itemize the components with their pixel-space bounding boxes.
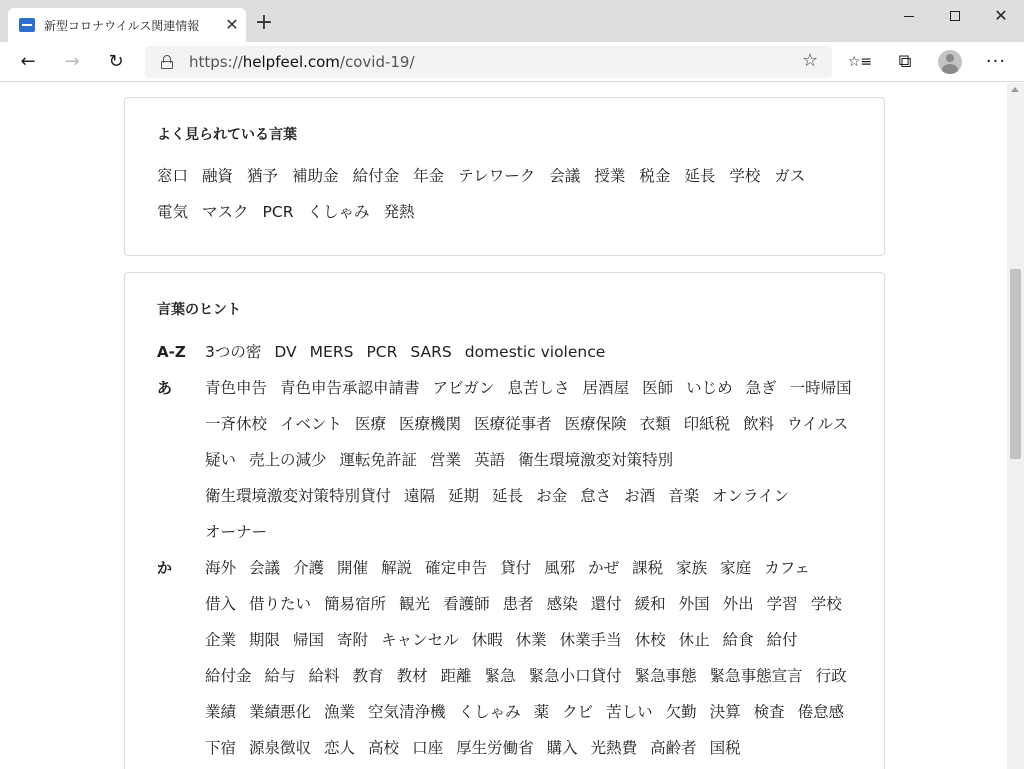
word-link[interactable]: 学校 — [729, 167, 761, 185]
word-link[interactable]: 猶予 — [247, 167, 279, 185]
word-link[interactable]: 課税 — [632, 559, 664, 577]
word-link[interactable]: 海外 — [205, 559, 237, 577]
word-link[interactable]: 患者 — [502, 595, 534, 613]
minimize-button[interactable] — [886, 0, 932, 32]
profile-avatar[interactable] — [938, 50, 962, 74]
word-link[interactable]: 緊急事態 — [634, 667, 697, 685]
word-link[interactable]: 企業 — [205, 631, 237, 649]
collections-button[interactable]: ⧉ — [898, 51, 912, 72]
word-link[interactable]: 営業 — [430, 451, 462, 469]
word-link[interactable]: 風邪 — [544, 559, 576, 577]
browser-tab[interactable] — [8, 8, 246, 42]
word-link[interactable]: domestic violence — [464, 343, 606, 361]
back-button[interactable]: ← — [20, 51, 36, 72]
popular-words-card — [124, 97, 885, 256]
word-link[interactable]: 緊急 — [484, 667, 516, 685]
site-favicon-icon — [19, 18, 35, 32]
word-link[interactable]: クビ — [562, 703, 594, 721]
word-link[interactable]: 給食 — [722, 631, 754, 649]
hint-group-label: あ — [157, 379, 173, 397]
url-host: helpfeel.com — [242, 53, 340, 71]
word-link[interactable]: 英語 — [474, 451, 506, 469]
maximize-button[interactable] — [932, 0, 978, 32]
window-close-button[interactable]: ✕ — [994, 6, 1008, 25]
word-link[interactable]: 緊急小口貸付 — [528, 667, 622, 685]
word-link[interactable]: 介護 — [293, 559, 325, 577]
word-link[interactable]: 売上の減少 — [249, 451, 327, 469]
word-link[interactable]: MERS — [309, 343, 354, 361]
word-link[interactable]: 衣類 — [639, 415, 671, 433]
word-link[interactable]: 家族 — [676, 559, 708, 577]
word-link[interactable]: 教材 — [396, 667, 428, 685]
lock-icon[interactable] — [161, 55, 173, 69]
word-link[interactable]: 年金 — [413, 167, 445, 185]
word-link[interactable]: アビガン — [432, 379, 495, 397]
word-link[interactable]: 外国 — [678, 595, 710, 613]
word-link[interactable]: 欠勤 — [665, 703, 697, 721]
word-link[interactable]: 給付 — [766, 631, 798, 649]
vertical-scrollbar[interactable] — [1007, 83, 1024, 769]
word-link[interactable]: 電気 — [157, 203, 189, 221]
word-link[interactable]: マスク — [202, 203, 249, 221]
tab-close-icon[interactable]: ✕ — [225, 15, 239, 34]
word-link[interactable]: 音楽 — [668, 487, 700, 505]
word-link[interactable]: くしゃみ — [458, 703, 521, 721]
word-link[interactable]: 怠さ — [580, 487, 612, 505]
word-link[interactable]: 医療従事者 — [474, 415, 552, 433]
word-link[interactable]: 倦怠感 — [797, 703, 845, 721]
word-link[interactable]: テレワーク — [458, 167, 536, 185]
word-link[interactable]: SARS — [410, 343, 452, 361]
tab-title: 新型コロナウイルス関連情報 — [44, 19, 200, 33]
word-link[interactable]: 還付 — [590, 595, 622, 613]
word-link[interactable]: 苦しい — [606, 703, 653, 721]
word-link[interactable]: 国税 — [709, 739, 741, 757]
word-link[interactable]: 給付金 — [205, 667, 252, 685]
word-link[interactable]: 青色申告 — [205, 379, 268, 397]
forward-button[interactable]: → — [64, 51, 80, 72]
word-link[interactable]: 距離 — [440, 667, 472, 685]
word-link[interactable]: 衛生環境激変対策特別貸付 — [205, 487, 392, 505]
word-link[interactable]: 借りたい — [249, 595, 312, 613]
word-link[interactable]: お酒 — [624, 487, 656, 505]
word-link[interactable]: 会議 — [549, 167, 581, 185]
word-link[interactable]: 息苦しさ — [507, 379, 570, 397]
scroll-up-arrow-icon[interactable] — [1011, 87, 1019, 92]
word-link[interactable]: 医療 — [355, 415, 387, 433]
word-link[interactable]: 決算 — [709, 703, 741, 721]
word-link[interactable]: 業績 — [205, 703, 237, 721]
word-link[interactable]: 確定申告 — [425, 559, 488, 577]
word-link[interactable]: 貸付 — [500, 559, 532, 577]
more-menu-button[interactable]: ··· — [985, 51, 1007, 72]
word-link[interactable]: 開催 — [337, 559, 369, 577]
word-link[interactable]: ガス — [774, 167, 806, 185]
word-link[interactable]: 学校 — [810, 595, 842, 613]
word-link[interactable]: 会議 — [249, 559, 281, 577]
word-link[interactable]: 補助金 — [292, 167, 339, 185]
word-link[interactable]: 3つの密 — [205, 343, 262, 361]
word-link[interactable]: お金 — [536, 487, 568, 505]
word-link[interactable]: 簡易宿所 — [324, 595, 387, 613]
word-link[interactable]: 休業手当 — [559, 631, 622, 649]
word-hints-title: 言葉のヒント — [157, 302, 241, 318]
hint-words-list — [205, 334, 865, 370]
word-link[interactable]: 期限 — [249, 631, 281, 649]
hint-words-list — [205, 550, 865, 766]
word-link[interactable]: 医療保険 — [564, 415, 627, 433]
word-link[interactable]: 検査 — [753, 703, 785, 721]
word-link[interactable]: 延期 — [448, 487, 480, 505]
word-link[interactable]: 急ぎ — [745, 379, 777, 397]
word-link[interactable]: 外出 — [722, 595, 754, 613]
word-link[interactable]: 遠隔 — [404, 487, 436, 505]
word-link[interactable]: 融資 — [202, 167, 234, 185]
url-scheme: https:// — [189, 53, 243, 71]
word-link[interactable]: 寄附 — [337, 631, 369, 649]
word-link[interactable]: 感染 — [546, 595, 578, 613]
word-link[interactable]: 解説 — [381, 559, 413, 577]
word-link[interactable]: 行政 — [815, 667, 847, 685]
word-link[interactable]: 下宿 — [205, 739, 237, 757]
maximize-icon — [950, 11, 960, 21]
word-link[interactable]: 印紙税 — [683, 415, 731, 433]
word-link[interactable]: オンライン — [712, 487, 790, 505]
word-link[interactable]: 疑い — [205, 451, 237, 469]
address-bar[interactable] — [145, 46, 832, 78]
word-link[interactable]: 高齢者 — [650, 739, 697, 757]
word-link[interactable]: 青色申告承認申請書 — [280, 379, 420, 397]
word-link[interactable]: 運転免許証 — [339, 451, 418, 469]
word-link[interactable]: くしゃみ — [307, 203, 370, 221]
word-link[interactable]: 休止 — [678, 631, 710, 649]
word-link[interactable]: 緩和 — [634, 595, 666, 613]
word-link[interactable]: 医師 — [642, 379, 674, 397]
word-link[interactable]: 衛生環境激変対策特別 — [518, 451, 674, 469]
word-hints-card — [124, 272, 885, 769]
word-link[interactable]: 居酒屋 — [582, 379, 630, 397]
word-link[interactable]: 給付金 — [352, 167, 400, 185]
word-link[interactable]: 恋人 — [324, 739, 356, 757]
word-link[interactable]: 緊急事態宣言 — [709, 667, 803, 685]
title-bar — [0, 0, 1024, 42]
popular-words-list — [157, 158, 857, 230]
word-link[interactable]: 看護師 — [443, 595, 490, 613]
word-link[interactable]: DV — [274, 343, 297, 361]
word-link[interactable]: 観光 — [399, 595, 431, 613]
word-link[interactable]: 帰国 — [293, 631, 325, 649]
word-link[interactable]: 漁業 — [324, 703, 356, 721]
word-link[interactable]: 窓口 — [157, 167, 189, 185]
word-link[interactable]: 高校 — [368, 739, 400, 757]
page-viewport — [0, 83, 1007, 769]
url-path: /covid-19/ — [339, 53, 415, 71]
word-link[interactable]: ウイルス — [787, 415, 849, 433]
browser-toolbar — [0, 42, 1024, 82]
word-link[interactable]: 薬 — [533, 703, 550, 721]
word-link[interactable]: 購入 — [546, 739, 578, 757]
word-link[interactable]: 休暇 — [471, 631, 503, 649]
word-link[interactable]: 家庭 — [720, 559, 752, 577]
word-link[interactable]: 飲料 — [743, 415, 775, 433]
word-link[interactable]: カフェ — [764, 559, 810, 577]
word-link[interactable]: 税金 — [639, 167, 671, 185]
word-link[interactable]: 源泉徴収 — [249, 739, 312, 757]
word-link[interactable]: 業績悪化 — [249, 703, 312, 721]
word-link[interactable]: イベント — [280, 415, 343, 433]
word-link[interactable]: 給与 — [264, 667, 296, 685]
popular-words-title: よく見られている言葉 — [157, 127, 297, 143]
word-link[interactable]: 授業 — [594, 167, 626, 185]
word-link[interactable]: 教育 — [352, 667, 384, 685]
word-link[interactable]: かぜ — [588, 559, 620, 577]
word-link[interactable]: キャンセル — [381, 631, 459, 649]
word-link[interactable]: 医療機関 — [399, 415, 462, 433]
hint-group-label: A-Z — [157, 343, 186, 361]
add-favorite-star-icon[interactable]: ☆ — [802, 50, 819, 71]
minimize-icon — [904, 16, 914, 17]
word-link[interactable]: PCR — [366, 343, 398, 361]
word-link[interactable]: 給料 — [308, 667, 340, 685]
word-link[interactable]: 発熱 — [383, 203, 415, 221]
word-link[interactable]: 借入 — [205, 595, 237, 613]
new-tab-button[interactable]: + — [254, 10, 274, 35]
word-link[interactable]: 休校 — [634, 631, 666, 649]
reload-button[interactable]: ↻ — [108, 51, 124, 72]
word-link[interactable]: 一時帰国 — [789, 379, 852, 397]
word-link[interactable]: いじめ — [686, 379, 733, 397]
word-link[interactable]: オーナー — [205, 523, 268, 541]
word-link[interactable]: 空気清浄機 — [368, 703, 446, 721]
word-link[interactable]: 厚生労働省 — [456, 739, 534, 757]
favorites-button[interactable]: ☆≡ — [847, 54, 873, 70]
word-link[interactable]: 学習 — [766, 595, 798, 613]
word-link[interactable]: 光熱費 — [590, 739, 638, 757]
word-link[interactable]: 休業 — [515, 631, 547, 649]
word-link[interactable]: PCR — [262, 203, 294, 221]
hint-group-label: か — [157, 559, 173, 577]
word-link[interactable]: 延長 — [492, 487, 524, 505]
scrollbar-thumb[interactable] — [1010, 269, 1021, 459]
word-link[interactable]: 口座 — [412, 739, 444, 757]
word-link[interactable]: 延長 — [684, 167, 716, 185]
url-text[interactable] — [189, 53, 415, 71]
word-link[interactable]: 一斉休校 — [205, 415, 268, 433]
hint-words-list — [205, 370, 865, 550]
